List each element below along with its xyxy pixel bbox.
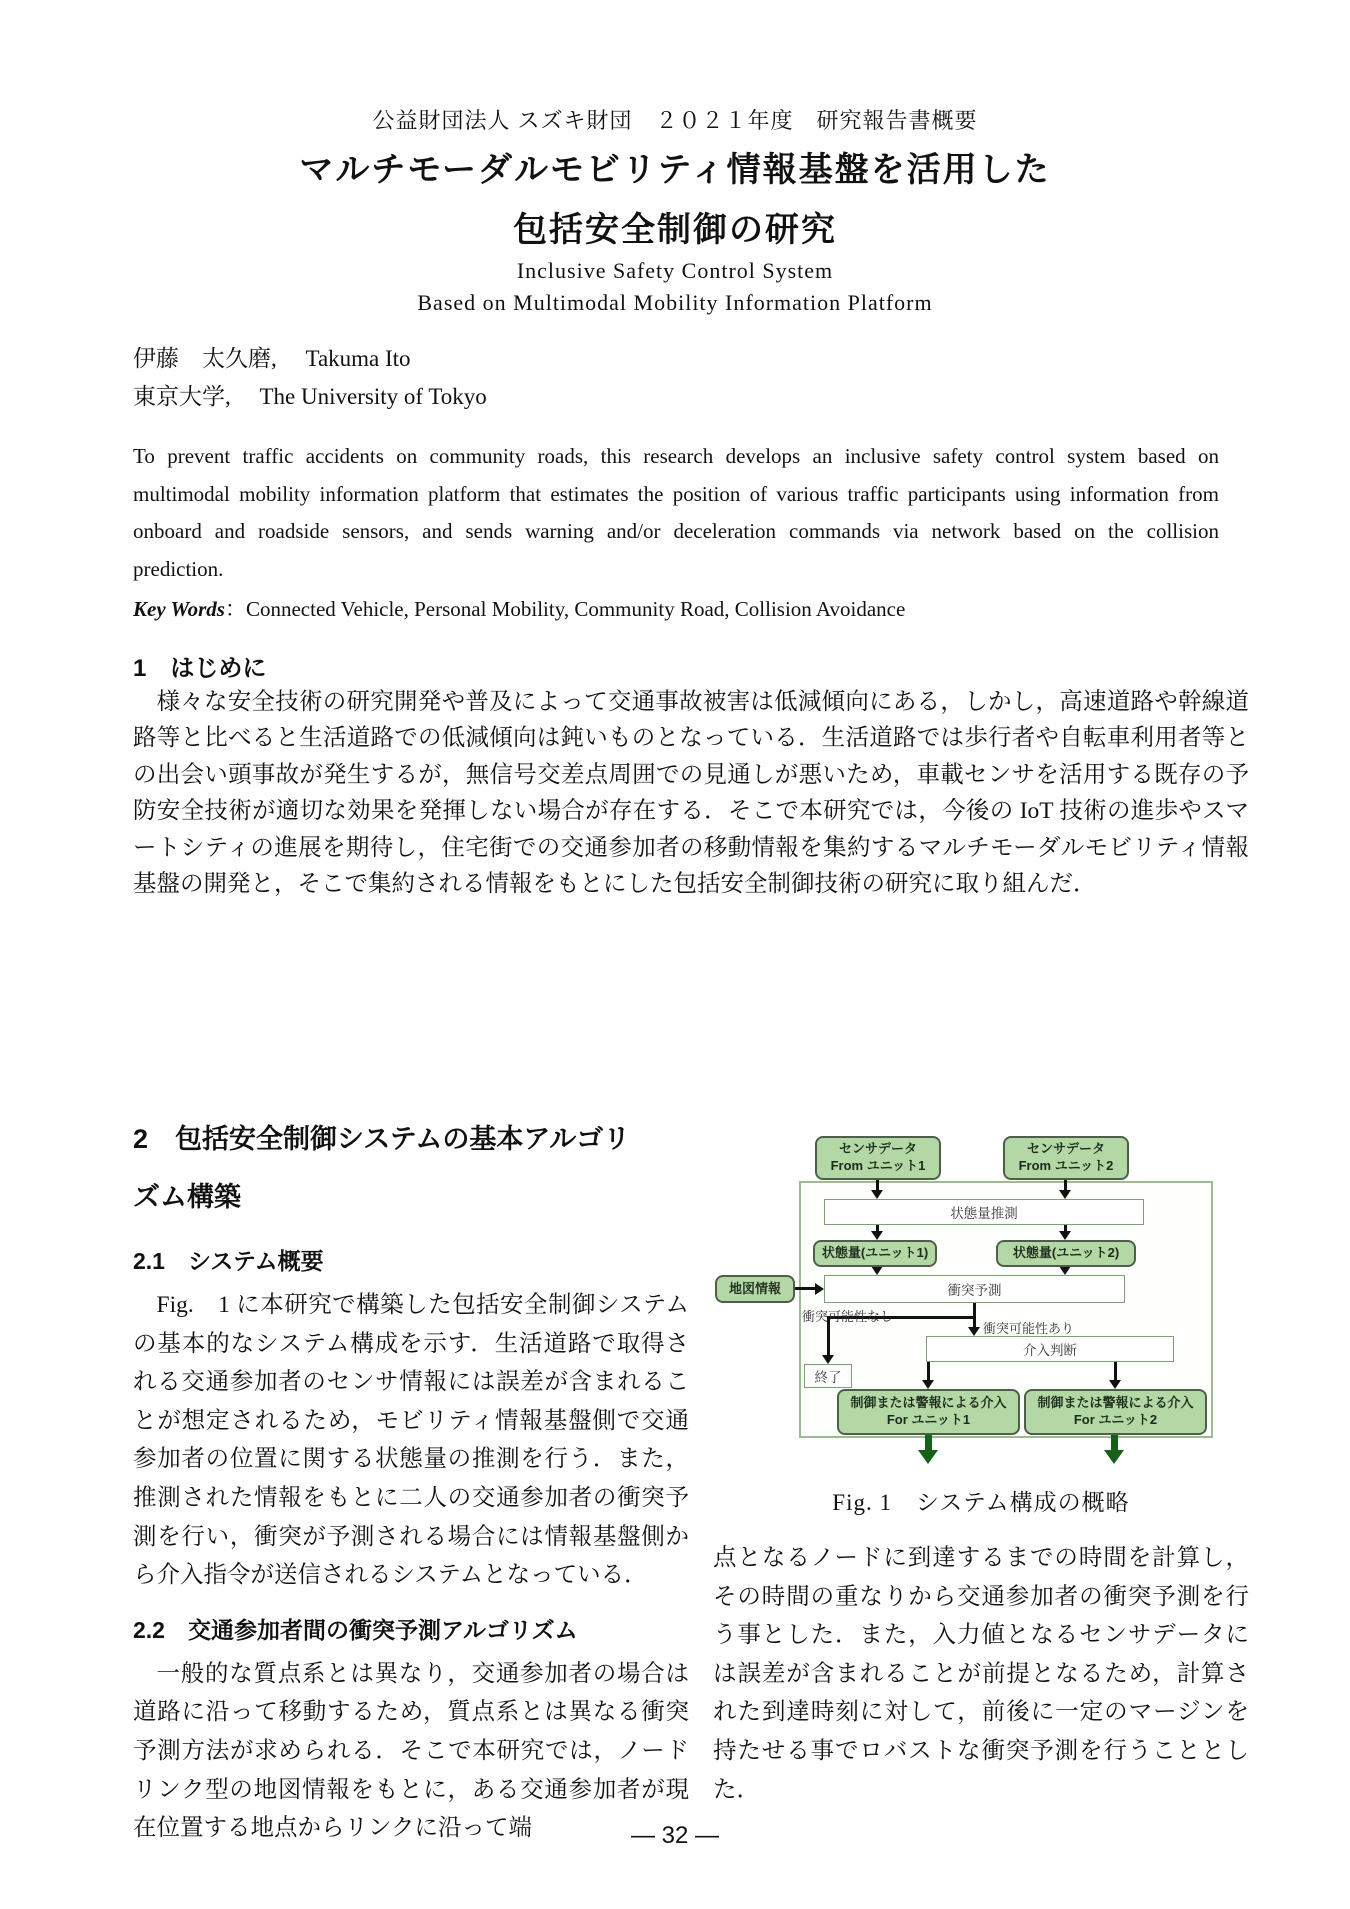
node-intervene-unit2 [1024,1389,1207,1435]
arrowhead-icon [822,1355,834,1364]
keywords-separator: ： [224,597,246,621]
node-sensor-data-unit2 [1003,1136,1129,1180]
author-affiliation-line: 東京大学, The University of Tokyo [133,384,487,409]
abstract: To prevent traffic accidents on community roads, this research develops an inclusive safety control system based on multimodal mobility information platform that estimates the position of various traffic participants using information from onboard and roadside sensors, and sends warning and/or deceleration commands via network based on the collision prediction. [133,444,1219,581]
node-text: 制御または警報による介入 [1037,1395,1194,1411]
branch-label-collision: 衝突可能性あり [983,1321,1075,1336]
node-text: センサデータ [1026,1141,1105,1157]
arrowhead-icon [871,1190,883,1199]
arrowhead-icon [922,1380,934,1389]
figure-1-flowchart [713,1126,1218,1466]
english-subtitle-1: Inclusive Safety Control System [516,258,834,283]
arrowhead-icon [815,1283,824,1295]
right-column [713,1110,1249,1848]
keywords-line [133,593,905,623]
node-intervention-decision: 介入判断 [926,1336,1174,1362]
node-collision-prediction: 衝突予測 [824,1275,1125,1303]
figure-1-caption: Fig. 1 システム構成の概略 [832,1490,1130,1515]
node-intervene-unit1 [837,1389,1020,1435]
section-2-2-paragraph-left: 一般的な質点系とは異なり，交通参加者の場合は道路に沿って移動するため，質点系とは異なる衝突予測方法が求められる．そこで本研究では，ノードリンク型の地図情報をもとに，ある交通参加者が現在位置する地点からリンクに沿って端 [133,1660,689,1842]
arrowhead-icon [1109,1380,1121,1389]
left-column [133,1110,689,1848]
report-header: 公益財団法人 スズキ財団 ２０２１年度 研究報告書概要 [372,108,978,133]
title-line-2: 包括安全制御の研究 [513,211,837,249]
section-1-heading: 1 はじめに [133,655,267,682]
arrow-state2-to-collision [1059,1266,1071,1275]
keywords-text: Connected Vehicle, Personal Mobility, Community Road, Collision Avoidance [245,597,906,621]
section-2-2-paragraph-right: 点となるノードに到達するまでの時間を計算し，その時間の重なりから交通参加者の衝突予測を行う事とした．また，入力値となるセンサデータには誤差が含まれることが前提となるため，計算された到達時刻に対して，前後に一定のマージンを持たせる事でロバストな衝突予測を行うこととした． [713,1545,1249,1803]
arrow-state1-to-collision [871,1266,883,1275]
arrow-output-unit1 [925,1435,932,1450]
section-2-heading: 2 包括安全制御システムの基本アルゴリズム構築 [133,1124,631,1212]
node-sensor-data-unit1 [815,1136,941,1180]
node-state-unit1: 状態量(ユニット1) [813,1240,937,1267]
node-map-info: 地図情報 [715,1275,795,1303]
arrow-map-to-collision [795,1287,815,1290]
english-subtitle-2: Based on Multimodal Mobility Information Platform [417,290,933,315]
section-1-paragraph: 様々な安全技術の研究開発や普及によって交通事故被害は低減傾向にある，しかし，高速道路や幹線道路等と比べると生活道路での低減傾向は鈍いものとなっている．生活道路では歩行者や自転車利用者等との出会い頭事故が発生するが，無信号交差点周囲での見通しが悪いため，車載センサを活用する既存の予防安全技術が適切な効果を発揮しない場合が存在する．そこで本研究では，今後の IoT 技術の進歩やスマートシティの進展を期待し，住宅街での交通参加者の移動情報を集約するマルチモーダルモビリティ情報基盤の開発と，そこで集約される情報をもとにした包括安全制御技術の研究に取り組んだ． [133,689,1249,898]
arrow-branch-to-intervention [973,1316,976,1327]
author-name-line: 伊藤 太久磨, Takuma Ito [133,346,411,371]
section-2-2-heading: 2.2 交通参加者間の衝突予測アルゴリズム [133,1616,578,1643]
node-text: 制御または警報による介入 [850,1395,1007,1411]
arrowhead-icon [918,1450,938,1464]
arrowhead-icon [1059,1231,1071,1240]
keywords-label: Key Words [133,597,225,621]
node-text: From ユニット2 [1018,1158,1114,1173]
section-2-1-heading: 2.1 システム概要 [133,1248,324,1274]
section-2-1-paragraph: Fig. 1 に本研究で構築した包括安全制御システムの基本的なシステム構成を示す．生活道路で取得される交通参加者のセンサ情報には誤差が含まれることが想定されるため，モビリティ情報基盤側で交通参加者の位置に関する状態量の推測を行う．また，推測された情報をもとに二人の交通参加者の衝突予測を行い，衝突が予測される場合には情報基盤側から介入指令が送信されるシステムとなっている． [133,1292,689,1589]
node-text: For ユニット1 [886,1412,971,1427]
arrowhead-icon [871,1231,883,1240]
author-block [133,340,487,416]
node-state-estimation: 状態量推測 [824,1199,1144,1225]
node-text: センサデータ [838,1141,917,1157]
arrowhead-icon [1059,1190,1071,1199]
two-column-area [133,1110,1249,1848]
arrowhead-icon [1104,1450,1124,1464]
node-state-unit2: 状態量(ユニット2) [996,1240,1136,1267]
arrow-output-unit2 [1111,1435,1118,1450]
arrow-intervention-to-unit2 [1114,1362,1117,1380]
node-text: From ユニット1 [830,1158,926,1173]
node-text: For ユニット2 [1073,1412,1158,1427]
page-number: — 32 — [630,1822,720,1849]
branch-label-no-collision: 衝突可能性なし [802,1309,894,1324]
arrow-intervention-to-unit1 [927,1362,930,1380]
node-end: 終了 [804,1364,852,1388]
title-line-1: マルチモーダルモビリティ情報基盤を活用した [299,151,1051,189]
arrowhead-icon [968,1327,980,1336]
